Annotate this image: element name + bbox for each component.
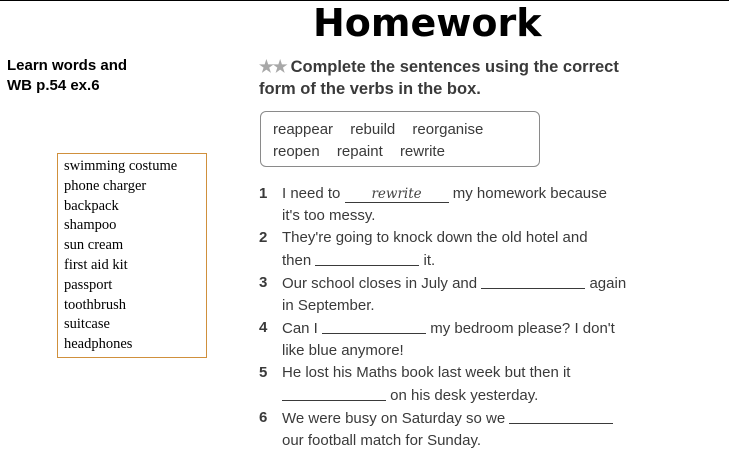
answer-blank[interactable] — [509, 408, 613, 424]
sentence-number: 6 — [259, 409, 268, 426]
verb: rebuild — [350, 121, 396, 138]
answer-blank[interactable] — [481, 273, 585, 289]
sentence-number: 5 — [259, 364, 268, 381]
sentence-number: 3 — [259, 274, 268, 291]
verb: rewrite — [399, 143, 445, 160]
vocabulary-item: headphones — [64, 336, 133, 353]
verb-row — [273, 119, 539, 141]
heading-line-2: form of the verbs in the box. — [259, 80, 481, 98]
vocabulary-item: phone charger — [64, 177, 147, 194]
vocabulary-item: swimming costume — [64, 158, 178, 174]
answer-blank[interactable] — [315, 250, 419, 266]
vocabulary-list — [57, 153, 207, 358]
sentence-item: 3 Our school closes in July and again in September. — [259, 274, 627, 314]
sentence-number: 2 — [259, 229, 268, 246]
vocabulary-item: first aid kit — [64, 256, 128, 273]
difficulty-stars-icon: ★★ — [259, 58, 287, 76]
verb-box — [260, 111, 540, 167]
sentence-list — [259, 183, 719, 452]
exercise-heading — [259, 56, 679, 100]
vocabulary-item: toothbrush — [64, 296, 127, 313]
sentence-item: 6 We were busy on Saturday so we our football match for Sunday. — [259, 407, 719, 452]
answer-blank[interactable]: rewrite — [345, 187, 449, 203]
instruction-line-2: WB p.54 ex.6 — [7, 77, 100, 94]
sentence-number: 1 — [259, 185, 268, 202]
verb: repaint — [336, 143, 383, 160]
sentence-number: 4 — [259, 319, 268, 336]
verb: reopen — [273, 143, 320, 160]
verb-row — [273, 141, 539, 163]
sentence-item: 5 He lost his Maths book last week but then it on his desk yesterday. — [259, 364, 571, 404]
sentence-item: 1 I need to rewrite my homework because it's too messy. — [259, 185, 607, 224]
vocabulary-item: backpack — [64, 197, 119, 214]
answer-blank[interactable] — [282, 385, 386, 401]
vocabulary-item: sun cream — [64, 237, 124, 254]
heading-line-1: Complete the sentences using the correct — [290, 58, 619, 76]
vocabulary-item: passport — [64, 276, 113, 293]
vocabulary-item: suitcase — [64, 316, 110, 333]
page-title: Homework — [313, 1, 542, 45]
instruction-line-1: Learn words and — [7, 57, 128, 74]
sentence-item: 4 Can I my bedroom please? I don't like blue anymore! — [259, 319, 615, 359]
verb: reorganise — [412, 121, 484, 138]
homework-instructions — [7, 56, 167, 96]
answer-blank[interactable] — [322, 318, 426, 334]
sentence-item: 2 They're going to knock down the old hotel and then it. — [259, 229, 588, 269]
verb: reappear — [273, 121, 334, 138]
vocabulary-item: shampoo — [64, 217, 117, 234]
